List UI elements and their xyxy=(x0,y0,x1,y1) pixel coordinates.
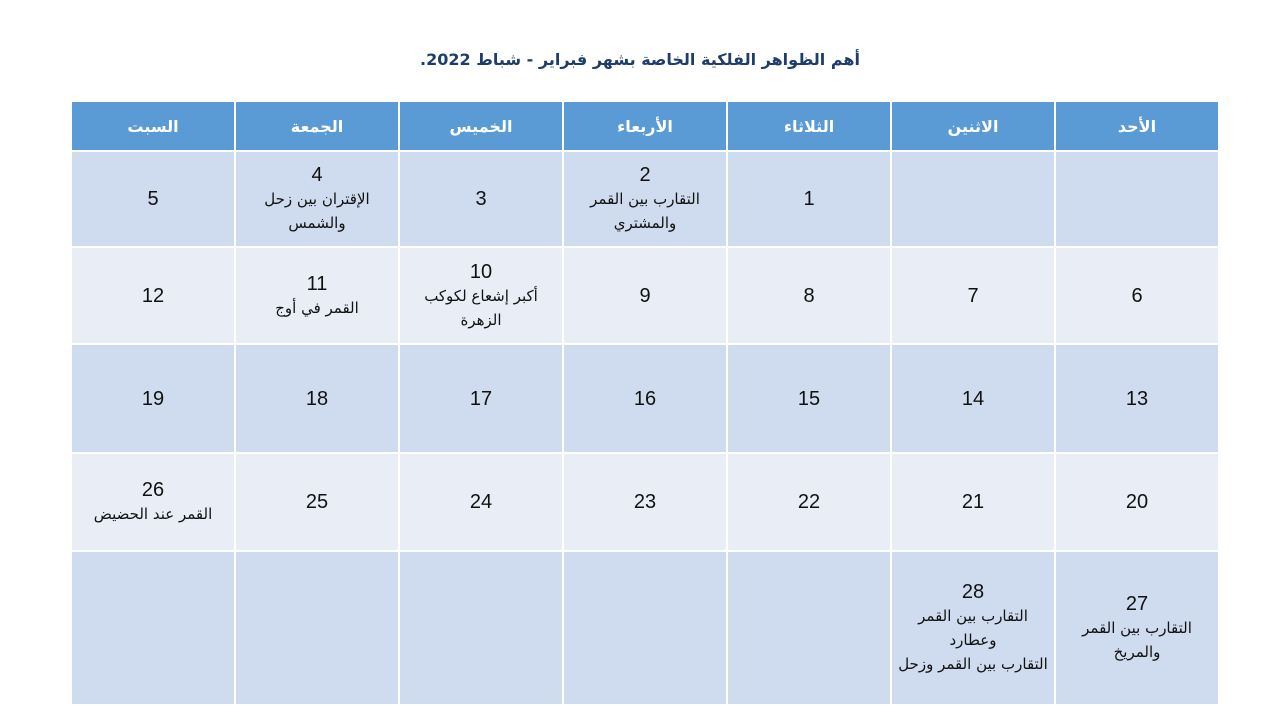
day-number: 21 xyxy=(961,491,985,513)
day-number: 15 xyxy=(797,387,821,410)
day-number: 7 xyxy=(967,284,979,307)
day-number: 14 xyxy=(961,387,985,410)
calendar-day-cell xyxy=(891,151,1055,247)
calendar-day-cell xyxy=(71,344,235,453)
calendar-day-cell xyxy=(1055,453,1219,551)
day-number: 4 xyxy=(311,164,323,186)
calendar-day-cell xyxy=(727,247,891,344)
day-number: 2 xyxy=(639,164,651,186)
header-wednesday: الأربعاء xyxy=(563,101,727,151)
calendar-day-cell xyxy=(1055,344,1219,453)
day-number: 8 xyxy=(803,284,815,307)
astronomy-event: أكبر إشعاع لكوكب الزهرة xyxy=(424,286,538,329)
astronomy-event: التقارب بين القمر والمريخ xyxy=(1082,619,1192,661)
calendar-day-cell xyxy=(727,151,891,247)
calendar-day-cell xyxy=(727,344,891,453)
calendar-day-cell xyxy=(563,247,727,344)
calendar-week-row xyxy=(71,344,1219,453)
astronomy-event: التقارب بين القمر وعطارد xyxy=(918,607,1028,649)
calendar-day-cell xyxy=(727,453,891,551)
calendar-day-cell xyxy=(235,151,399,247)
day-number: 10 xyxy=(469,260,493,283)
day-number: 23 xyxy=(633,491,657,513)
header-thursday: الخميس xyxy=(399,101,563,151)
header-monday: الاثنين xyxy=(891,101,1055,151)
calendar-week-row xyxy=(71,247,1219,344)
header-saturday: السبت xyxy=(71,101,235,151)
day-number: 25 xyxy=(305,491,329,513)
astronomy-event: التقارب بين القمر والمشتري xyxy=(590,190,700,232)
calendar-day-cell xyxy=(563,151,727,247)
day-number: 24 xyxy=(469,491,493,513)
day-number: 16 xyxy=(633,387,657,410)
header-friday: الجمعة xyxy=(235,101,399,151)
page-title: أهم الظواهر الفلكية الخاصة بشهر فبراير - شباط 2022. xyxy=(420,50,860,69)
calendar-day-cell xyxy=(399,344,563,453)
calendar-header-row xyxy=(71,101,1219,151)
astronomy-event: القمر في أوج xyxy=(275,298,359,317)
calendar-day-cell xyxy=(1055,551,1219,705)
astronomy-event: القمر عند الحضيض xyxy=(93,505,213,523)
calendar-day-cell xyxy=(727,551,891,705)
calendar-day-cell xyxy=(891,247,1055,344)
calendar-table xyxy=(70,100,1220,706)
day-number: 3 xyxy=(475,188,487,210)
calendar-day-cell xyxy=(71,151,235,247)
day-number: 9 xyxy=(639,284,651,307)
day-number: 18 xyxy=(305,387,329,410)
header-tuesday: الثلاثاء xyxy=(727,101,891,151)
day-number: 1 xyxy=(803,188,815,210)
calendar-day-cell xyxy=(399,247,563,344)
calendar-week-row xyxy=(71,453,1219,551)
astronomy-event: التقارب بين القمر وزحل xyxy=(898,655,1048,673)
calendar-day-cell xyxy=(1055,151,1219,247)
calendar-day-cell xyxy=(563,551,727,705)
calendar-day-cell xyxy=(563,344,727,453)
day-number: 6 xyxy=(1131,284,1143,307)
calendar-day-cell xyxy=(891,344,1055,453)
calendar-day-cell xyxy=(563,453,727,551)
calendar-day-cell xyxy=(71,247,235,344)
calendar-day-cell xyxy=(399,453,563,551)
day-number: 27 xyxy=(1125,593,1149,615)
calendar-day-cell xyxy=(235,344,399,453)
calendar-day-cell xyxy=(1055,247,1219,344)
calendar-day-cell xyxy=(71,453,235,551)
day-number: 11 xyxy=(306,272,328,295)
calendar-week-row xyxy=(71,551,1219,705)
calendar-day-cell xyxy=(399,551,563,705)
calendar-day-cell xyxy=(235,551,399,705)
calendar-day-cell xyxy=(235,453,399,551)
astronomy-event: الإقتران بين زحل والشمس xyxy=(264,190,370,232)
calendar-week-row xyxy=(71,151,1219,247)
day-number: 13 xyxy=(1125,387,1149,410)
calendar-day-cell xyxy=(71,551,235,705)
day-number: 12 xyxy=(141,284,165,307)
day-number: 5 xyxy=(147,188,159,210)
day-number: 28 xyxy=(961,581,985,603)
day-number: 26 xyxy=(141,479,165,501)
day-number: 20 xyxy=(1125,491,1149,513)
day-number: 22 xyxy=(797,491,821,513)
header-sunday: الأحد xyxy=(1055,101,1219,151)
calendar-day-cell xyxy=(235,247,399,344)
calendar-day-cell xyxy=(399,151,563,247)
calendar-day-cell xyxy=(891,551,1055,705)
day-number: 19 xyxy=(141,387,165,410)
day-number: 17 xyxy=(469,387,493,410)
calendar-day-cell xyxy=(891,453,1055,551)
